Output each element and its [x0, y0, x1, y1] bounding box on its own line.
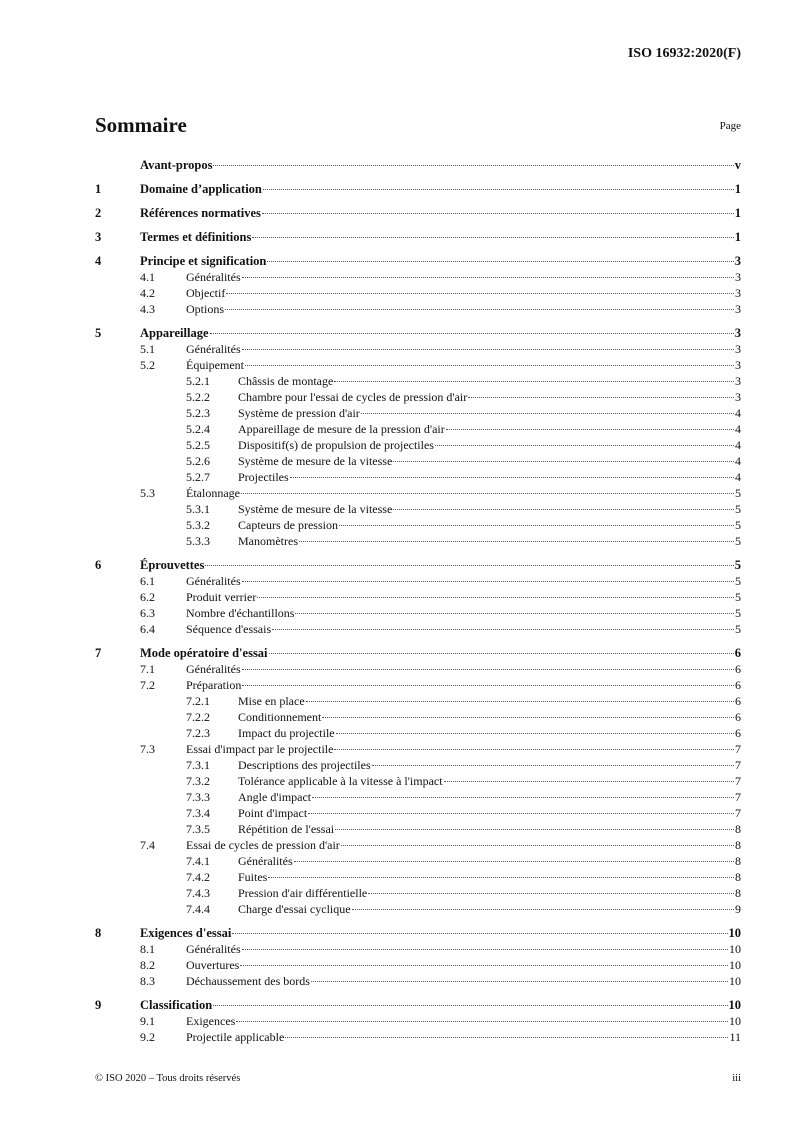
toc-entry-page: 5 [735, 534, 741, 548]
toc-entry-page: 8 [735, 854, 741, 868]
dot-leader [361, 413, 734, 414]
toc-entry-title: Tolérance applicable à la vitesse à l'impact [238, 774, 443, 788]
toc-entry-title: Conditionnement [238, 710, 322, 724]
toc-entry-page: 5 [735, 502, 741, 516]
toc-entry[interactable] [95, 589, 741, 605]
dot-leader [368, 893, 734, 894]
toc-entry-title: Principe et signification [140, 254, 267, 268]
toc-entry-number: 5.2.2 [186, 390, 210, 404]
toc-entry[interactable] [95, 269, 741, 285]
toc-entry-number: 7.3.3 [186, 790, 210, 804]
toc-entry-title: Étalonnage [186, 486, 240, 500]
toc-entry-title: Termes et définitions [140, 230, 252, 244]
toc-entry-number: 5.1 [140, 342, 155, 356]
toc-entry-page: 3 [735, 286, 741, 300]
dot-leader [232, 933, 727, 934]
toc-entry-page: 4 [735, 406, 741, 420]
dot-leader [242, 669, 734, 670]
toc-entry-number: 3 [95, 230, 102, 244]
toc-entry-number: 7.3.5 [186, 822, 210, 836]
toc-entry-number: 7.4.4 [186, 902, 210, 916]
toc-entry-number: 7 [95, 646, 102, 660]
toc-entry[interactable] [95, 645, 741, 661]
dot-leader [341, 845, 734, 846]
toc-entry[interactable] [95, 301, 741, 317]
page-title: Sommaire [95, 113, 187, 137]
dot-leader [306, 701, 734, 702]
toc-entry-title: Généralités [238, 854, 293, 868]
toc-entry-title: Mode opératoire d'essai [140, 646, 268, 660]
dot-leader [334, 381, 734, 382]
toc-entry-number: 5.2.4 [186, 422, 210, 436]
toc-entry[interactable] [95, 693, 741, 709]
toc-entry-title: Appareillage de mesure de la pression d'air [238, 422, 445, 436]
toc-entry-page: 8 [735, 838, 741, 852]
toc-entry-number: 5.3.2 [186, 518, 210, 532]
toc-entry[interactable] [95, 789, 741, 805]
toc-entry-title: Éprouvettes [140, 558, 205, 572]
dot-leader [295, 613, 734, 614]
toc-entry-page: 5 [735, 606, 741, 620]
dot-leader [213, 1005, 727, 1006]
toc-entry[interactable] [95, 205, 741, 221]
toc-entry[interactable] [95, 957, 741, 973]
dot-leader [290, 477, 734, 478]
toc-entry-title: Classification [140, 998, 213, 1012]
toc-entry-page: v [734, 158, 741, 172]
dot-leader [312, 797, 734, 798]
toc-entry-title: Châssis de montage [238, 374, 334, 388]
toc-entry-number: 7.3.1 [186, 758, 210, 772]
toc-entry-title: Déchaussement des bords [186, 974, 310, 988]
toc-entry[interactable] [95, 253, 741, 269]
toc-entry[interactable] [95, 973, 741, 989]
toc-entry-title: Point d'impact [238, 806, 308, 820]
toc-entry[interactable] [95, 389, 741, 405]
toc-entry-title: Système de pression d'air [238, 406, 360, 420]
toc-entry-number: 6.1 [140, 574, 155, 588]
toc-entry-number: 7.4.1 [186, 854, 210, 868]
toc-entry-title: Manomètres [238, 534, 298, 548]
dot-leader [468, 397, 734, 398]
toc-entry-page: 10 [729, 974, 741, 988]
dot-leader [335, 829, 734, 830]
toc-entry-page: 5 [735, 518, 741, 532]
page-number: iii [732, 1073, 741, 1084]
dot-leader [210, 333, 734, 334]
toc-entry-title: Charge d'essai cyclique [238, 902, 351, 916]
toc-entry-number: 9.1 [140, 1014, 155, 1028]
toc-entry[interactable] [95, 557, 741, 573]
toc-entry[interactable] [95, 485, 741, 501]
toc-entry-page: 11 [729, 1030, 741, 1044]
toc-entry-page: 8 [735, 886, 741, 900]
toc-entry-title: Préparation [186, 678, 242, 692]
toc-entry-page: 10 [729, 1014, 741, 1028]
toc-entry-page: 6 [735, 710, 741, 724]
dot-leader [236, 1021, 728, 1022]
toc-entry-title: Impact du projectile [238, 726, 335, 740]
toc-entry-page: 3 [735, 390, 741, 404]
dot-leader [352, 909, 734, 910]
toc-entry-title: Chambre pour l'essai de cycles de pression d'air [238, 390, 468, 404]
toc-entry[interactable] [95, 533, 741, 549]
toc-entry-title: Exigences [186, 1014, 236, 1028]
dot-leader [242, 581, 734, 582]
dot-leader [308, 813, 734, 814]
dot-leader [242, 949, 728, 950]
toc-entry-title: Mise en place [238, 694, 305, 708]
toc-entry-number: 7.4.3 [186, 886, 210, 900]
dot-leader [245, 365, 734, 366]
dot-leader [272, 629, 734, 630]
toc-entry-title: Options [186, 302, 225, 316]
dot-leader [336, 733, 734, 734]
toc-entry[interactable] [95, 421, 741, 437]
toc-entry-page: 4 [735, 454, 741, 468]
toc-entry[interactable] [95, 621, 741, 637]
toc-entry-page: 9 [735, 902, 741, 916]
toc-entry-number: 7.2.3 [186, 726, 210, 740]
toc-entry-number: 2 [95, 206, 102, 220]
toc-entry-title: Références normatives [140, 206, 261, 220]
toc-entry-title: Généralités [186, 270, 241, 284]
toc-entry[interactable] [95, 709, 741, 725]
toc-entry-title: Objectif [186, 286, 226, 300]
copyright: © ISO 2020 – Tous droits réservés [95, 1073, 241, 1084]
dot-leader [242, 277, 734, 278]
toc-entry-page: 3 [735, 374, 741, 388]
toc-entry-title: Système de mesure de la vitesse [238, 454, 393, 468]
toc-entry-page: 5 [735, 622, 741, 636]
toc-entry[interactable] [95, 229, 741, 245]
toc-entry-number: 8 [95, 926, 102, 940]
toc-entry-title: Généralités [186, 662, 241, 676]
dot-leader [263, 189, 734, 190]
toc-entry-page: 3 [734, 326, 741, 340]
dot-leader [446, 429, 734, 430]
toc-entry-page: 1 [734, 206, 741, 220]
toc-entry[interactable] [95, 941, 741, 957]
toc-entry-page: 3 [735, 270, 741, 284]
toc-entry-page: 6 [735, 726, 741, 740]
toc-entry-page: 7 [735, 758, 741, 772]
toc-entry[interactable] [95, 453, 741, 469]
toc-entry[interactable] [95, 517, 741, 533]
dot-leader [257, 597, 734, 598]
toc-entry-page: 4 [735, 470, 741, 484]
toc-entry[interactable] [95, 741, 741, 757]
toc-entry[interactable] [95, 757, 741, 773]
toc-entry-title: Essai d'impact par le projectile [186, 742, 334, 756]
toc-entry-title: Essai de cycles de pression d'air [186, 838, 340, 852]
toc-entry[interactable] [95, 357, 741, 373]
dot-leader [267, 261, 733, 262]
toc-entry-page: 6 [735, 662, 741, 676]
toc-entry-number: 6 [95, 558, 102, 572]
toc-entry[interactable] [95, 373, 741, 389]
dot-leader [252, 237, 733, 238]
dot-leader [225, 309, 734, 310]
toc-entry-page: 1 [734, 230, 741, 244]
toc-entry-number: 7.3.4 [186, 806, 210, 820]
toc-entry[interactable] [95, 285, 741, 301]
toc-entry-title: Avant-propos [140, 158, 213, 172]
dot-leader [240, 965, 728, 966]
toc-entry-title: Ouvertures [186, 958, 240, 972]
toc-entry[interactable] [95, 773, 741, 789]
toc-entry[interactable] [95, 677, 741, 693]
dot-leader [393, 509, 734, 510]
dot-leader [285, 1037, 728, 1038]
toc-entry-page: 4 [735, 422, 741, 436]
toc-entry-page: 5 [735, 574, 741, 588]
toc-entry-title: Système de mesure de la vitesse [238, 502, 393, 516]
toc-entry-title: Appareillage [140, 326, 209, 340]
toc-entry-number: 5.3.3 [186, 534, 210, 548]
toc-entry-number: 4.1 [140, 270, 155, 284]
toc-entry[interactable] [95, 157, 741, 173]
toc-entry[interactable] [95, 853, 741, 869]
toc-entry-title: Séquence d'essais [186, 622, 272, 636]
dot-leader [311, 981, 728, 982]
toc-entry-page: 3 [734, 254, 741, 268]
toc-entry-number: 7.2.2 [186, 710, 210, 724]
toc-entry[interactable] [95, 805, 741, 821]
toc-entry-title: Généralités [186, 342, 241, 356]
toc-entry-title: Répétition de l'essai [238, 822, 335, 836]
toc-entry-number: 5.3 [140, 486, 155, 500]
dot-leader [226, 293, 734, 294]
toc-entry-page: 5 [734, 558, 741, 572]
footer [95, 1073, 741, 1084]
toc-entry-number: 9 [95, 998, 102, 1012]
toc-entry-title: Exigences d'essai [140, 926, 232, 940]
toc-entry-title: Capteurs de pression [238, 518, 338, 532]
toc-entry[interactable] [95, 341, 741, 357]
dot-leader [268, 877, 734, 878]
toc-entry-page: 8 [735, 822, 741, 836]
dot-leader [334, 749, 734, 750]
toc-entry-number: 8.3 [140, 974, 155, 988]
document-id: ISO 16932:2020(F) [627, 46, 741, 61]
toc-entry[interactable] [95, 997, 741, 1013]
toc-entry[interactable] [95, 605, 741, 621]
toc-entry[interactable] [95, 869, 741, 885]
toc-entry[interactable] [95, 181, 741, 197]
toc-entry-number: 7.2.1 [186, 694, 210, 708]
dot-leader [269, 653, 734, 654]
table-of-contents [95, 157, 741, 1045]
dot-leader [299, 541, 734, 542]
dot-leader [213, 165, 733, 166]
dot-leader [242, 685, 734, 686]
toc-entry[interactable] [95, 469, 741, 485]
toc-entry-number: 5.3.1 [186, 502, 210, 516]
toc-entry-title: Projectile applicable [186, 1030, 285, 1044]
toc-entry-page: 7 [735, 774, 741, 788]
toc-entry-title: Équipement [186, 358, 244, 372]
toc-entry[interactable] [95, 501, 741, 517]
dot-leader [339, 525, 734, 526]
toc-entry-page: 5 [735, 486, 741, 500]
toc-entry-page: 3 [735, 302, 741, 316]
toc-entry[interactable] [95, 437, 741, 453]
toc-entry-number: 7.4 [140, 838, 155, 852]
toc-entry-number: 9.2 [140, 1030, 155, 1044]
dot-leader [241, 493, 734, 494]
toc-entry-page: 5 [735, 590, 741, 604]
dot-leader [262, 213, 734, 214]
toc-entry-title: Descriptions des projectiles [238, 758, 371, 772]
toc-entry-number: 4.3 [140, 302, 155, 316]
dot-leader [435, 445, 734, 446]
toc-entry[interactable] [95, 837, 741, 853]
toc-entry-page: 7 [735, 806, 741, 820]
toc-entry[interactable] [95, 901, 741, 917]
toc-entry[interactable] [95, 885, 741, 901]
dot-leader [393, 461, 734, 462]
toc-entry-number: 7.4.2 [186, 870, 210, 884]
toc-entry-title: Généralités [186, 942, 241, 956]
toc-entry-number: 5 [95, 326, 102, 340]
toc-entry-page: 3 [735, 342, 741, 356]
toc-entry-number: 7.3 [140, 742, 155, 756]
toc-entry-number: 5.2.5 [186, 438, 210, 452]
toc-entry[interactable] [95, 821, 741, 837]
dot-leader [294, 861, 734, 862]
toc-entry-number: 8.1 [140, 942, 155, 956]
toc-entry-number: 6.2 [140, 590, 155, 604]
toc-entry-page: 6 [735, 694, 741, 708]
toc-entry-title: Pression d'air différentielle [238, 886, 368, 900]
toc-entry-number: 7.3.2 [186, 774, 210, 788]
toc-entry-page: 10 [729, 958, 741, 972]
toc-entry-number: 5.2.7 [186, 470, 210, 484]
toc-entry-number: 5.2.6 [186, 454, 210, 468]
toc-entry[interactable] [95, 661, 741, 677]
toc-entry-title: Dispositif(s) de propulsion de projectiles [238, 438, 434, 452]
toc-entry-title: Nombre d'échantillons [186, 606, 295, 620]
toc-entry-number: 6.4 [140, 622, 155, 636]
toc-entry-page: 6 [734, 646, 741, 660]
toc-entry[interactable] [95, 725, 741, 741]
dot-leader [322, 717, 734, 718]
toc-entry-title: Projectiles [238, 470, 289, 484]
toc-entry-page: 6 [735, 678, 741, 692]
toc-entry-number: 7.1 [140, 662, 155, 676]
toc-entry-number: 5.2 [140, 358, 155, 372]
toc-entry-number: 4 [95, 254, 102, 268]
toc-entry-number: 4.2 [140, 286, 155, 300]
toc-entry-page: 10 [729, 942, 741, 956]
toc-entry[interactable] [95, 925, 741, 941]
page-column-label: Page [719, 120, 741, 132]
toc-entry-page: 4 [735, 438, 741, 452]
toc-entry-title: Domaine d’application [140, 182, 262, 196]
toc-entry[interactable] [95, 325, 741, 341]
dot-leader [242, 349, 734, 350]
toc-entry-page: 10 [728, 998, 741, 1012]
toc-entry[interactable] [95, 1029, 741, 1045]
toc-entry-number: 1 [95, 182, 102, 196]
toc-entry-number: 5.2.1 [186, 374, 210, 388]
toc-entry-number: 6.3 [140, 606, 155, 620]
toc-entry[interactable] [95, 405, 741, 421]
toc-entry-number: 5.2.3 [186, 406, 210, 420]
dot-leader [372, 765, 734, 766]
toc-entry-title: Fuites [238, 870, 268, 884]
toc-entry[interactable] [95, 1013, 741, 1029]
dot-leader [444, 781, 734, 782]
dot-leader [205, 565, 733, 566]
toc-entry-page: 7 [735, 790, 741, 804]
toc-entry-page: 10 [728, 926, 741, 940]
toc-entry[interactable] [95, 573, 741, 589]
toc-entry-title: Angle d'impact [238, 790, 312, 804]
toc-entry-page: 8 [735, 870, 741, 884]
toc-entry-number: 8.2 [140, 958, 155, 972]
toc-entry-page: 1 [734, 182, 741, 196]
toc-entry-number: 7.2 [140, 678, 155, 692]
toc-entry-page: 3 [735, 358, 741, 372]
toc-entry-title: Produit verrier [186, 590, 257, 604]
toc-entry-page: 7 [735, 742, 741, 756]
toc-entry-title: Généralités [186, 574, 241, 588]
